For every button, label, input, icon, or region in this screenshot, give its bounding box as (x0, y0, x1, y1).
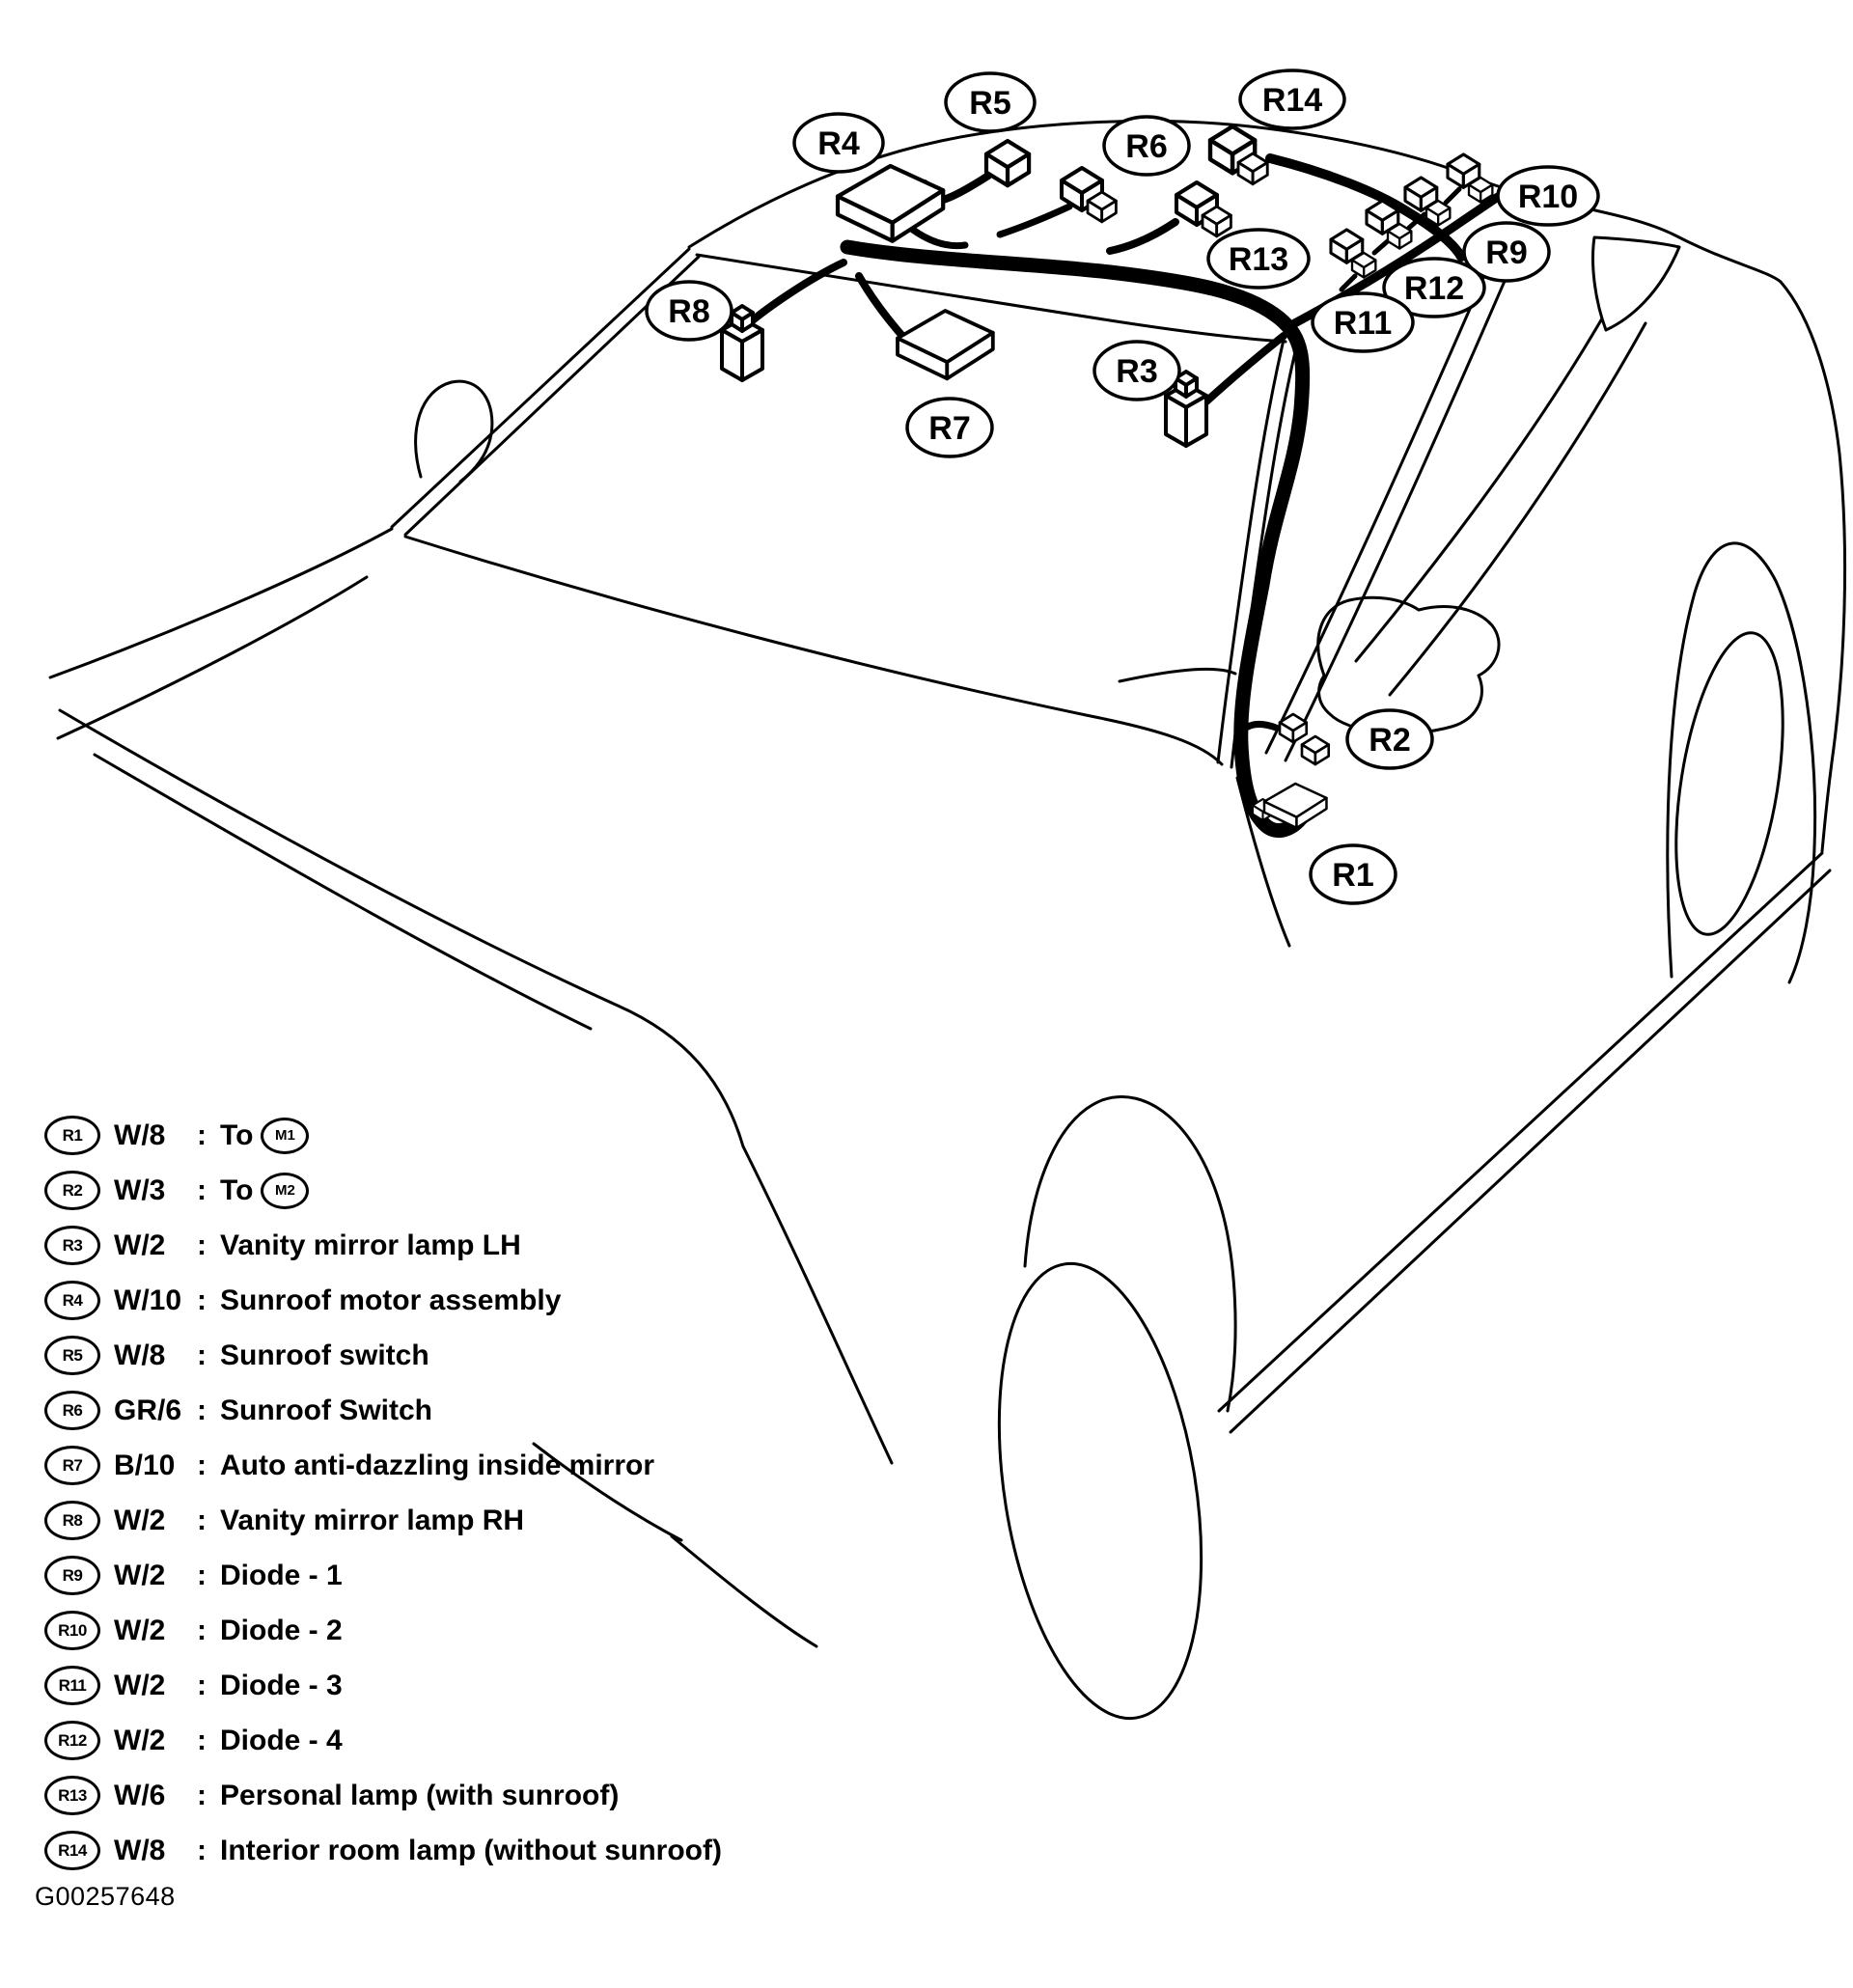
front-wheel (970, 1249, 1231, 1732)
legend-row (44, 1493, 722, 1548)
harness-r6-wire (1000, 207, 1069, 235)
legend-row (44, 1768, 722, 1823)
legend (44, 1108, 722, 1878)
legend-separator: : (197, 1339, 207, 1371)
legend-wire-code: W/2 (114, 1669, 166, 1701)
legend-wire-code: W/2 (114, 1559, 166, 1591)
callout-r12-label: R12 (1403, 270, 1465, 307)
callout-r3 (1094, 342, 1179, 400)
legend-ref-badge: R2 (44, 1171, 100, 1210)
legend-row (44, 1108, 722, 1163)
legend-row (44, 1328, 722, 1383)
quarter-window (1593, 237, 1680, 330)
legend-description: Sunroof Switch (220, 1394, 432, 1426)
legend-description: Personal lamp (with sunroof) (220, 1779, 620, 1811)
harness-r8-wire (741, 262, 844, 330)
legend-target-badge: M1 (261, 1118, 309, 1154)
dash-end-line (1120, 669, 1235, 681)
legend-wire-code: W/10 (114, 1284, 182, 1316)
legend-wire-code: B/10 (114, 1449, 176, 1481)
callout-r14 (1240, 70, 1344, 128)
legend-description: Sunroof motor assembly (220, 1284, 562, 1316)
callout-r4 (794, 114, 883, 172)
harness-r2-stub (1241, 725, 1276, 732)
legend-separator: : (197, 1449, 207, 1481)
legend-description: Diode - 2 (220, 1614, 343, 1646)
legend-row (44, 1163, 722, 1218)
harness-r13-wire (1110, 222, 1175, 251)
callout-r6 (1104, 117, 1189, 175)
rocker-line-1 (1219, 853, 1822, 1411)
legend-ref-badge: R7 (44, 1446, 100, 1485)
legend-ref-badge: R13 (44, 1776, 100, 1815)
legend-row (44, 1823, 722, 1878)
callout-r6-label: R6 (1125, 128, 1168, 165)
legend-ref-badge: R6 (44, 1391, 100, 1430)
callout-r2 (1347, 710, 1432, 768)
harness-diode-stub-4 (1446, 189, 1459, 203)
callout-r5 (946, 73, 1035, 131)
front-wheel-arch (1025, 1097, 1235, 1411)
legend-ref-badge: R14 (44, 1831, 100, 1870)
legend-wire-code: W/3 (114, 1173, 166, 1206)
legend-description: Diode - 3 (220, 1669, 343, 1701)
legend-wire-code: W/6 (114, 1779, 166, 1811)
legend-ref-badge: R5 (44, 1336, 100, 1375)
legend-description: To (220, 1173, 254, 1206)
legend-separator: : (197, 1669, 207, 1701)
rocker-line-2 (1231, 870, 1830, 1432)
legend-description: Diode - 4 (220, 1724, 343, 1756)
callout-r14-label: R14 (1261, 82, 1323, 119)
legend-separator: : (197, 1394, 207, 1426)
callout-r10 (1498, 167, 1598, 225)
legend-separator: : (197, 1284, 207, 1316)
callout-r7-label: R7 (928, 410, 971, 447)
legend-row (44, 1658, 722, 1713)
legend-row (44, 1548, 722, 1603)
legend-row (44, 1438, 722, 1493)
legend-row (44, 1273, 722, 1328)
legend-description: Diode - 1 (220, 1559, 343, 1591)
legend-description: Vanity mirror lamp RH (220, 1504, 525, 1536)
legend-description: Interior room lamp (without sunroof) (220, 1834, 722, 1866)
legend-separator: : (197, 1559, 207, 1591)
callout-r7 (907, 399, 992, 456)
connector-r1-body (1264, 784, 1326, 828)
legend-separator: : (197, 1834, 207, 1866)
legend-wire-code: W/8 (114, 1339, 166, 1371)
rear-wheel-arch (1668, 543, 1815, 982)
callout-r10-label: R10 (1517, 179, 1579, 215)
rear-door-window-line-2 (1356, 318, 1602, 661)
callout-r3-label: R3 (1116, 353, 1158, 390)
legend-ref-badge: R4 (44, 1281, 100, 1320)
legend-wire-code: W/2 (114, 1229, 166, 1261)
legend-separator: : (197, 1724, 207, 1756)
callout-r13-label: R13 (1228, 241, 1289, 278)
callout-r1 (1311, 845, 1396, 903)
connector-r4-sunroof-motor (838, 166, 943, 241)
cowl-dash-line (405, 537, 1222, 764)
connector-r7-mirror (898, 311, 993, 378)
legend-target-badge: M2 (261, 1173, 309, 1209)
bumper-corner (743, 1146, 892, 1463)
legend-wire-code: W/2 (114, 1614, 166, 1646)
rear-door-window-line-1 (1390, 323, 1646, 695)
callout-r8 (647, 282, 732, 340)
legend-ref-badge: R11 (44, 1666, 100, 1705)
legend-separator: : (197, 1118, 207, 1151)
legend-ref-badge: R12 (44, 1721, 100, 1760)
legend-row (44, 1603, 722, 1658)
legend-separator: : (197, 1779, 207, 1811)
callout-r8-label: R8 (668, 293, 710, 330)
callout-r9-label: R9 (1485, 235, 1528, 271)
legend-description: Vanity mirror lamp LH (220, 1229, 521, 1261)
legend-description: Auto anti-dazzling inside mirror (220, 1449, 655, 1481)
legend-row (44, 1218, 722, 1273)
legend-row (44, 1383, 722, 1438)
connector-r2-body-mate (1302, 736, 1329, 764)
legend-description: Sunroof switch (220, 1339, 429, 1371)
legend-ref-badge: R8 (44, 1501, 100, 1540)
side-mirror (416, 381, 492, 482)
legend-ref-badge: R1 (44, 1116, 100, 1155)
callout-r2-label: R2 (1369, 722, 1411, 759)
legend-wire-code: W/8 (114, 1834, 166, 1866)
figure-code: G00257648 (35, 1882, 176, 1911)
legend-separator: : (197, 1504, 207, 1536)
callout-r11-label: R11 (1333, 305, 1393, 342)
hood-front-edge-2 (95, 755, 591, 1029)
callout-r4-label: R4 (817, 125, 860, 162)
callout-r13 (1208, 230, 1309, 288)
callout-r1-label: R1 (1332, 857, 1374, 894)
legend-ref-badge: R9 (44, 1556, 100, 1595)
legend-ref-badge: R3 (44, 1226, 100, 1265)
callout-r5-label: R5 (969, 85, 1011, 122)
legend-description: To (220, 1118, 254, 1151)
legend-wire-code: GR/6 (114, 1394, 182, 1426)
fender-top-line (50, 529, 392, 677)
legend-separator: : (197, 1229, 207, 1261)
callout-r11 (1313, 293, 1413, 351)
legend-ref-badge: R10 (44, 1611, 100, 1650)
legend-separator: : (197, 1614, 207, 1646)
legend-separator: : (197, 1173, 207, 1206)
legend-row (44, 1713, 722, 1768)
legend-wire-code: W/2 (114, 1724, 166, 1756)
connector-r5-sunroof-switch (986, 141, 1029, 185)
legend-wire-code: W/2 (114, 1504, 166, 1536)
legend-wire-code: W/8 (114, 1118, 166, 1151)
